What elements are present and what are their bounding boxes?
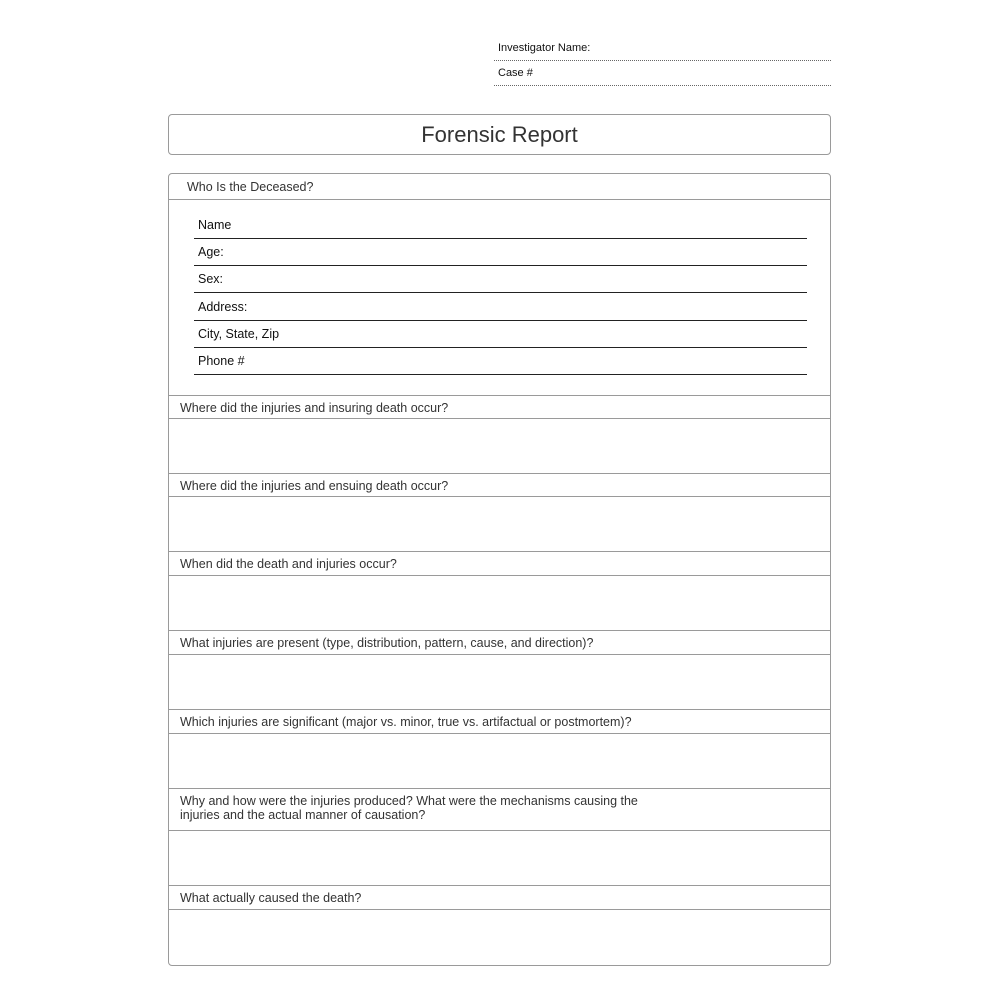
deceased-section-title: Who Is the Deceased? bbox=[187, 180, 314, 194]
field-city-state-zip-label: City, State, Zip bbox=[198, 327, 280, 341]
question-text-1: Where did the injuries and insuring death occur? bbox=[180, 401, 449, 415]
field-address[interactable] bbox=[194, 293, 807, 321]
question-text-5: Which injuries are significant (major vs. minor, true vs. artifactual or postmortem)? bbox=[180, 715, 632, 729]
question-header-5 bbox=[169, 709, 830, 734]
field-phone[interactable] bbox=[194, 348, 807, 375]
field-name[interactable] bbox=[194, 212, 807, 239]
investigator-name-label: Investigator Name: bbox=[498, 42, 591, 54]
title-box bbox=[168, 114, 831, 155]
field-address-label: Address: bbox=[198, 300, 248, 314]
question-text-3: When did the death and injuries occur? bbox=[180, 557, 397, 571]
question-text-6: Why and how were the injuries produced? What were the mechanisms causing the injuries and the actual manner of causation? bbox=[180, 794, 638, 822]
question-text-7: What actually caused the death? bbox=[180, 891, 362, 905]
case-number-label: Case # bbox=[498, 67, 533, 79]
question-header-4 bbox=[169, 630, 830, 655]
question-header-3 bbox=[169, 551, 830, 576]
page-title: Forensic Report bbox=[421, 121, 578, 147]
investigator-name-line[interactable] bbox=[494, 36, 831, 61]
question-header-1 bbox=[169, 395, 830, 419]
report-form bbox=[168, 173, 831, 966]
question-text-4: What injuries are present (type, distribution, pattern, cause, and direction)? bbox=[180, 636, 594, 650]
report-meta bbox=[494, 36, 831, 86]
field-city-state-zip[interactable] bbox=[194, 321, 807, 348]
question-header-2 bbox=[169, 473, 830, 497]
question-header-7 bbox=[169, 885, 830, 910]
field-age[interactable] bbox=[194, 239, 807, 266]
field-name-label: Name bbox=[198, 218, 232, 232]
field-sex-label: Sex: bbox=[198, 272, 224, 286]
question-header-6 bbox=[169, 788, 830, 831]
field-sex[interactable] bbox=[194, 266, 807, 293]
case-number-line[interactable] bbox=[494, 61, 831, 86]
field-age-label: Age: bbox=[198, 245, 224, 259]
field-phone-label: Phone # bbox=[198, 354, 245, 368]
deceased-section-header bbox=[169, 174, 830, 200]
question-text-2: Where did the injuries and ensuing death occur? bbox=[180, 479, 449, 493]
